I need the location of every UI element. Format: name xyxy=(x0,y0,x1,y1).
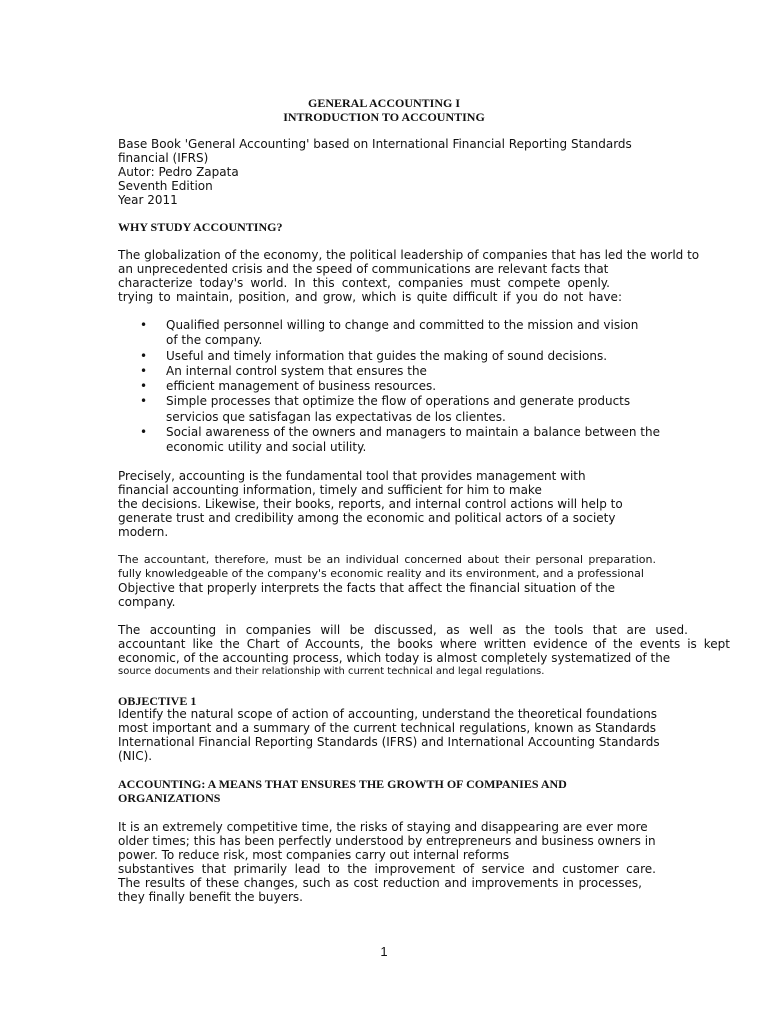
book-info-line: Base Book 'General Accounting' based on International Financial Reporting Standards xyxy=(118,137,632,151)
paragraph-line: trying to maintain, position, and grow, which is quite difficult if you do not have: xyxy=(118,290,622,304)
paragraph-line: (NIC). xyxy=(118,749,153,763)
paragraph-line: The results of these changes, such as cost reduction and improvements in processes, xyxy=(118,876,642,890)
paragraph-line: Precisely, accounting is the fundamental tool that provides management with xyxy=(118,469,586,483)
paragraph-line: older times; this has been perfectly understood by entrepreneurs and business owners in xyxy=(118,834,656,848)
paragraph-line: Identify the natural scope of action of accounting, understand the theoretical foundations xyxy=(118,707,658,721)
requirements-list xyxy=(140,318,660,456)
book-info-line: Seventh Edition xyxy=(118,179,213,193)
why-study-paragraph xyxy=(118,248,732,304)
paragraph-line: accountant like the Chart of Accounts, the books where written evidence of the events is kept xyxy=(118,637,730,651)
paragraph-line: economic, of the accounting process, which today is almost completely systematized of the xyxy=(118,651,671,665)
paragraph-line: power. To reduce risk, most companies carry out internal reforms xyxy=(118,848,510,862)
paragraph-line: It is an extremely competitive time, the risks of staying and disappearing are ever more xyxy=(118,820,648,834)
list-item-text: An internal control system that ensures the xyxy=(166,363,427,378)
section-heading-why-study: WHY STUDY ACCOUNTING? xyxy=(118,220,283,234)
list-item xyxy=(140,349,660,364)
page-number: 1 xyxy=(380,944,388,959)
book-info-line: Autor: Pedro Zapata xyxy=(118,165,239,179)
list-item-text: servicios que satisfagan las expectativas de los clientes. xyxy=(166,409,506,424)
paragraph-line: company. xyxy=(118,595,176,609)
list-item xyxy=(140,379,660,394)
book-info xyxy=(118,137,658,207)
bullet-icon: • xyxy=(140,363,148,378)
discussed-paragraph xyxy=(118,623,732,679)
list-item-text: Qualified personnel willing to change and committed to the mission and vision xyxy=(166,318,639,332)
paragraph-line: an unprecedented crisis and the speed of communications are relevant facts that xyxy=(118,262,609,276)
paragraph-line: generate trust and credibility among the economic and political actors of a society xyxy=(118,511,616,525)
list-item-text: Social awareness of the owners and managers to maintain a balance between the xyxy=(166,425,660,440)
bullet-icon: • xyxy=(140,425,148,440)
section-heading-objective: OBJECTIVE 1 xyxy=(118,694,197,708)
paragraph-line: Objective that properly interprets the facts that affect the financial situation of the xyxy=(118,581,616,595)
paragraph-line: International Financial Reporting Standards (IFRS) and International Accounting Standards xyxy=(118,735,660,749)
book-info-line: financial (IFRS) xyxy=(118,151,209,165)
objective-paragraph xyxy=(118,707,658,763)
bullet-icon: • xyxy=(140,318,148,332)
paragraph-line: characterize today's world. In this context, companies must compete openly. xyxy=(118,276,610,290)
paragraph-line: modern. xyxy=(118,525,169,539)
list-item xyxy=(140,318,660,349)
list-item-text: Simple processes that optimize the flow of operations and generate products xyxy=(166,394,631,409)
growth-paragraph xyxy=(118,820,658,904)
section-heading-growth-cont: ORGANIZATIONS xyxy=(118,791,221,805)
precisely-paragraph xyxy=(118,469,658,539)
paragraph-line: source documents and their relationship with current technical and legal regulations. xyxy=(118,666,545,677)
paragraph-line: The globalization of the economy, the political leadership of companies that has led the world to xyxy=(118,248,700,262)
bullet-icon: • xyxy=(140,348,148,363)
list-item-text: efficient management of business resources. xyxy=(166,379,437,394)
list-item-text: Useful and timely information that guides the making of sound decisions. xyxy=(166,348,608,363)
paragraph-line: most important and a summary of the current technical regulations, known as Standards xyxy=(118,721,656,735)
section-heading-growth: ACCOUNTING: A MEANS THAT ENSURES THE GROWTH OF COMPANIES AND xyxy=(118,777,567,791)
bullet-icon: • xyxy=(140,379,148,394)
paragraph-line: financial accounting information, timely and sufficient for him to make xyxy=(118,483,542,497)
list-item xyxy=(140,425,660,456)
paragraph-line: substantives that primarily lead to the improvement of service and customer care. xyxy=(118,862,656,876)
paragraph-line: fully knowledgeable of the company's economic reality and its environment, and a professional xyxy=(118,567,644,580)
paragraph-line: they finally benefit the buyers. xyxy=(118,890,303,904)
book-info-line: Year 2011 xyxy=(118,193,178,207)
list-item xyxy=(140,394,660,425)
paragraph-line: the decisions. Likewise, their books, reports, and internal control actions will help to xyxy=(118,497,623,511)
accountant-paragraph xyxy=(118,553,658,609)
bullet-icon: • xyxy=(140,394,148,409)
list-item-text: economic utility and social utility. xyxy=(166,440,367,455)
list-item xyxy=(140,364,660,379)
paragraph-line: The accounting in companies will be discussed, as well as the tools that are used. xyxy=(118,623,688,637)
document-title: GENERAL ACCOUNTING I xyxy=(307,96,461,110)
list-item-text: of the company. xyxy=(166,333,263,348)
paragraph-line: The accountant, therefore, must be an individual concerned about their personal preparation. xyxy=(118,553,656,566)
document-subtitle: INTRODUCTION TO ACCOUNTING xyxy=(283,110,485,124)
